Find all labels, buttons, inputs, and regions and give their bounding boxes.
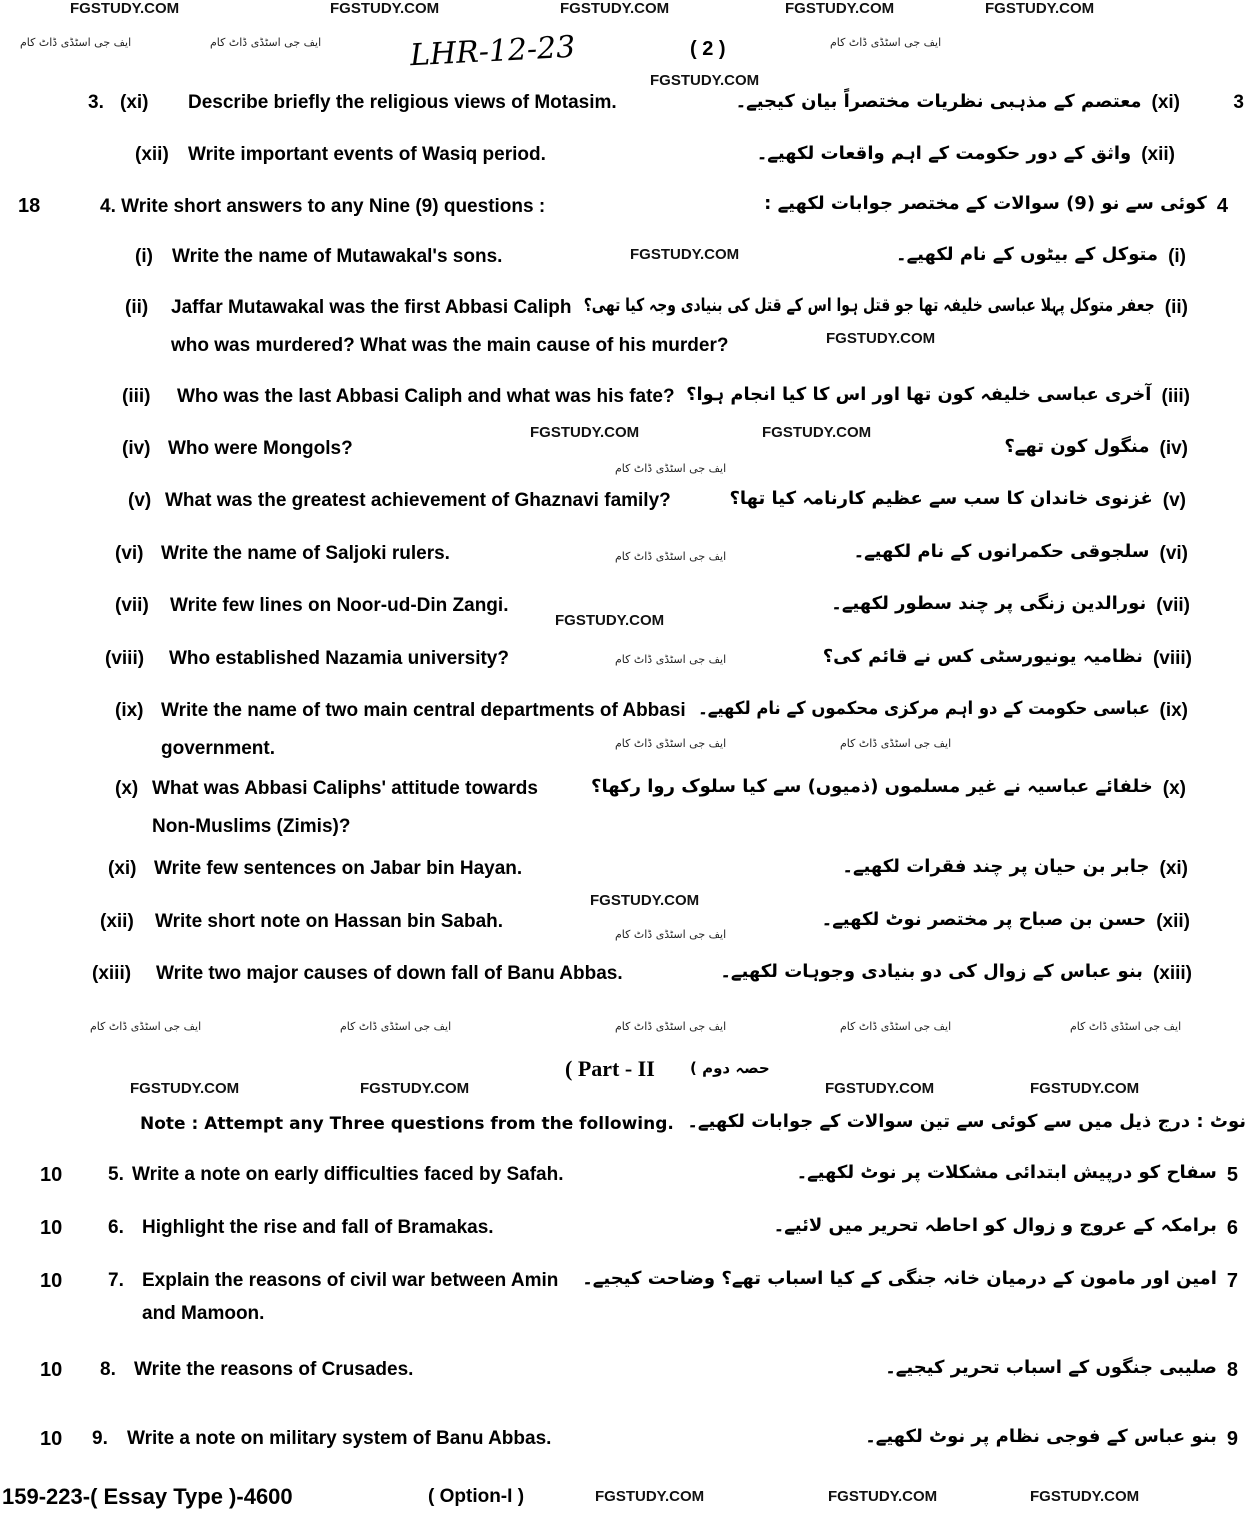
watermark-urdu: ایف جی اسٹڈی ڈاٹ کام xyxy=(20,36,132,49)
question-urdu-number: 7 xyxy=(1226,1270,1238,1292)
watermark: FGSTUDY.COM xyxy=(555,612,665,629)
question-urdu-label: (x) xyxy=(1162,778,1186,799)
question-text: Highlight the rise and fall of Bramakas. xyxy=(142,1217,494,1238)
q3-xii-label: (xii) xyxy=(135,144,169,165)
question-text: Explain the reasons of civil war between Amin xyxy=(142,1270,559,1291)
part2-title: ( Part - II xyxy=(565,1056,655,1081)
question-text: Write few sentences on Jabar bin Hayan. xyxy=(154,858,523,879)
question-urdu-label: (v) xyxy=(1162,490,1186,511)
paper-code: 159-223-( Essay Type )-4600 xyxy=(2,1484,293,1509)
question-label: (ix) xyxy=(115,700,144,721)
question-urdu-label: (ii) xyxy=(1164,297,1188,318)
question-urdu-label: (viii) xyxy=(1152,648,1192,669)
watermark: FGSTUDY.COM xyxy=(985,0,1095,17)
q4-urdu-number: 4 xyxy=(1216,195,1228,217)
question-label: (xii) xyxy=(100,911,134,932)
watermark-urdu: ایف جی اسٹڈی ڈاٹ کام xyxy=(210,36,322,49)
watermark: FGSTUDY.COM xyxy=(785,0,895,17)
question-urdu-text: عباسی حکومت کے دو اہم مرکزی محکموں کے نام لکھیے۔ xyxy=(697,698,1150,719)
question-text: Jaffar Mutawakal was the first Abbasi Caliph xyxy=(171,297,572,318)
question-number: 6. xyxy=(108,1217,124,1238)
question-urdu-number: 8 xyxy=(1226,1359,1238,1381)
question-urdu-text: نظامیہ یونیورسٹی کس نے قائم کی؟ xyxy=(822,646,1143,667)
watermark: FGSTUDY.COM xyxy=(650,72,760,89)
watermark: FGSTUDY.COM xyxy=(595,1488,705,1505)
q3-xi-urdu: معتصم کے مذہبی نظریات مختصراً بیان کیجیے۔ xyxy=(735,91,1142,112)
question-text: Who was the last Abbasi Caliph and what was his fate? xyxy=(177,386,675,407)
watermark-urdu: ایف جی اسٹڈی ڈاٹ کام xyxy=(615,1020,727,1033)
question-urdu-text: خلفائے عباسیہ نے غیر مسلموں (ذمیوں) سے کیا سلوک روا رکھا؟ xyxy=(591,776,1153,797)
question-urdu-text: صلیبی جنگوں کے اسباب تحریر کیجیے۔ xyxy=(885,1357,1217,1378)
question-text-continued: Non-Muslims (Zimis)? xyxy=(152,816,351,837)
watermark-urdu: ایف جی اسٹڈی ڈاٹ کام xyxy=(840,1020,952,1033)
question-urdu-text: حسن بن صباح پر مختصر نوٹ لکھیے۔ xyxy=(821,909,1147,930)
question-label: (vii) xyxy=(115,595,149,616)
watermark-urdu: ایف جی اسٹڈی ڈاٹ کام xyxy=(840,737,952,750)
watermark: FGSTUDY.COM xyxy=(130,1080,240,1097)
question-urdu-text: امین اور مامون کے درمیان خانہ جنگی کے کیا اسباب تھے؟ وضاحت کیجیے۔ xyxy=(582,1268,1217,1289)
q3-xi-text: Describe briefly the religious views of Motasim. xyxy=(188,92,617,113)
watermark: FGSTUDY.COM xyxy=(560,0,670,17)
question-marks: 10 xyxy=(40,1217,63,1239)
watermark: FGSTUDY.COM xyxy=(825,1080,935,1097)
question-urdu-label: (xii) xyxy=(1156,911,1190,932)
watermark-urdu: ایف جی اسٹڈی ڈاٹ کام xyxy=(1070,1020,1182,1033)
question-text: What was the greatest achievement of Ghaznavi family? xyxy=(165,490,671,511)
watermark: FGSTUDY.COM xyxy=(828,1488,938,1505)
part2-note: Note : Attempt any Three questions from the following. xyxy=(140,1114,674,1134)
question-urdu-text: متوکل کے بیٹوں کے نام لکھیے۔ xyxy=(896,244,1159,265)
watermark-urdu: ایف جی اسٹڈی ڈاٹ کام xyxy=(615,928,727,941)
question-text: Who were Mongols? xyxy=(168,438,353,459)
question-text: Write two major causes of down fall of Banu Abbas. xyxy=(156,963,623,984)
question-urdu-text: بنو عباس کے فوجی نظام پر نوٹ لکھیے۔ xyxy=(865,1426,1217,1447)
question-label: (v) xyxy=(128,490,152,511)
question-urdu-text: برامکہ کے عروج و زوال کو احاطہ تحریر میں لائیے۔ xyxy=(773,1215,1217,1236)
q3-xii-text: Write important events of Wasiq period. xyxy=(188,144,546,165)
question-number: 5. xyxy=(108,1164,124,1185)
part2-urdu-note: نوٹ : درج ذیل میں سے کوئی سے تین سوالات کے جوابات لکھیے۔ xyxy=(687,1111,1246,1132)
page-number: ( 2 ) xyxy=(690,38,726,60)
q3-urdu-number: 3 xyxy=(1233,92,1244,113)
question-text-continued: government. xyxy=(161,738,276,759)
question-label: (xiii) xyxy=(92,963,132,984)
q3-number: 3. xyxy=(88,92,104,113)
question-urdu-label: (iii) xyxy=(1161,386,1190,407)
question-text: Write the name of Mutawakal's sons. xyxy=(172,246,503,267)
q3-xii-urdu: واثق کے دور حکومت کے اہم واقعات لکھیے۔ xyxy=(756,143,1132,164)
question-label: (ii) xyxy=(125,297,149,318)
question-marks: 10 xyxy=(40,1164,63,1186)
question-number: 9. xyxy=(92,1428,108,1449)
question-urdu-text: بنو عباس کے زوال کی دو بنیادی وجوہات لکھیے۔ xyxy=(720,961,1143,982)
question-text: Write a note on early difficulties faced by Safah. xyxy=(132,1164,564,1185)
question-urdu-text: سفاح کو درپیش ابتدائی مشکلات پر نوٹ لکھیے۔ xyxy=(796,1162,1217,1183)
question-text: Who established Nazamia university? xyxy=(169,648,509,669)
question-text: Write short note on Hassan bin Sabah. xyxy=(155,911,504,932)
question-text: Write a note on military system of Banu Abbas. xyxy=(127,1428,552,1449)
watermark: FGSTUDY.COM xyxy=(530,424,640,441)
part2-urdu-title: حصہ دوم ) xyxy=(690,1059,770,1077)
q3-xi-label: (xi) xyxy=(120,92,149,113)
watermark-urdu: ایف جی اسٹڈی ڈاٹ کام xyxy=(340,1020,452,1033)
watermark: FGSTUDY.COM xyxy=(1030,1080,1140,1097)
question-urdu-label: (xiii) xyxy=(1152,963,1192,984)
question-marks: 10 xyxy=(40,1270,63,1292)
watermark-urdu: ایف جی اسٹڈی ڈاٹ کام xyxy=(830,36,942,49)
question-label: (viii) xyxy=(105,648,145,669)
question-number: 8. xyxy=(100,1359,116,1380)
watermark: FGSTUDY.COM xyxy=(630,246,740,263)
question-urdu-label: (vii) xyxy=(1156,595,1190,616)
question-text-continued: who was murdered? What was the main cause of his murder? xyxy=(171,335,729,356)
question-text: What was Abbasi Caliphs' attitude towards xyxy=(152,778,538,799)
q4-urdu-title: کوئی سے نو (9) سوالات کے مختصر جوابات لکھیے : xyxy=(764,193,1207,214)
watermark-urdu: ایف جی اسٹڈی ڈاٹ کام xyxy=(615,550,727,563)
question-label: (i) xyxy=(135,246,153,267)
watermark-urdu: ایف جی اسٹڈی ڈاٹ کام xyxy=(615,737,727,750)
question-text-continued: and Mamoon. xyxy=(142,1303,265,1324)
watermark-urdu: ایف جی اسٹڈی ڈاٹ کام xyxy=(615,462,727,475)
question-label: (vi) xyxy=(115,543,144,564)
question-text: Write the name of Saljoki rulers. xyxy=(161,543,450,564)
question-text: Write the reasons of Crusades. xyxy=(134,1359,414,1380)
question-urdu-label: (ix) xyxy=(1159,700,1188,721)
question-urdu-label: (iv) xyxy=(1159,438,1188,459)
question-urdu-text: جابر بن حیان پر چند فقرات لکھیے۔ xyxy=(842,856,1150,877)
question-label: (iv) xyxy=(122,438,151,459)
watermark: FGSTUDY.COM xyxy=(826,330,936,347)
question-text: Write few lines on Noor-ud-Din Zangi. xyxy=(170,595,509,616)
q3-xi-urdu-label: (xi) xyxy=(1151,92,1180,113)
question-urdu-text: غزنوی خاندان کا سب سے عظیم کارنامہ کیا تھا؟ xyxy=(729,488,1153,509)
question-urdu-text: جعفر متوکل پہلا عباسی خلیفہ تھا جو قتل ہوا اس کے قتل کی بنیادی وجہ کیا تھی؟ xyxy=(583,295,1155,316)
question-urdu-label: (xi) xyxy=(1159,858,1188,879)
watermark: FGSTUDY.COM xyxy=(762,424,872,441)
question-urdu-label: (i) xyxy=(1168,246,1186,267)
watermark: FGSTUDY.COM xyxy=(330,0,440,17)
question-label: (xi) xyxy=(108,858,137,879)
question-marks: 10 xyxy=(40,1359,63,1381)
question-urdu-number: 9 xyxy=(1226,1428,1238,1450)
question-urdu-text: نورالدین زنگی پر چند سطور لکھیے۔ xyxy=(831,593,1147,614)
question-urdu-text: آخری عباسی خلیفہ کون تھا اور اس کا کیا انجام ہوا؟ xyxy=(686,384,1152,405)
watermark-urdu: ایف جی اسٹڈی ڈاٹ کام xyxy=(615,653,727,666)
question-marks: 10 xyxy=(40,1428,63,1450)
question-urdu-label: (vi) xyxy=(1159,543,1188,564)
question-urdu-text: منگول کون تھے؟ xyxy=(1004,436,1150,457)
watermark: FGSTUDY.COM xyxy=(70,0,180,17)
question-label: (iii) xyxy=(122,386,151,407)
watermark: FGSTUDY.COM xyxy=(590,892,700,909)
paper-option: ( Option-I ) xyxy=(428,1486,525,1507)
question-label: (x) xyxy=(115,778,139,799)
question-number: 7. xyxy=(108,1270,124,1291)
watermark-urdu: ایف جی اسٹڈی ڈاٹ کام xyxy=(90,1020,202,1033)
question-urdu-number: 5 xyxy=(1226,1164,1238,1186)
q3-xii-urdu-label: (xii) xyxy=(1141,144,1175,165)
question-urdu-number: 6 xyxy=(1226,1217,1238,1239)
q4-title: 4. Write short answers to any Nine (9) questions : xyxy=(100,196,546,217)
q4-marks: 18 xyxy=(18,195,41,217)
handwritten-paper-code: LHR-12-23 xyxy=(409,29,577,74)
question-urdu-text: سلجوقی حکمرانوں کے نام لکھیے۔ xyxy=(853,541,1150,562)
question-text: Write the name of two main central departments of Abbasi xyxy=(161,700,686,721)
watermark: FGSTUDY.COM xyxy=(1030,1488,1140,1505)
watermark: FGSTUDY.COM xyxy=(360,1080,470,1097)
